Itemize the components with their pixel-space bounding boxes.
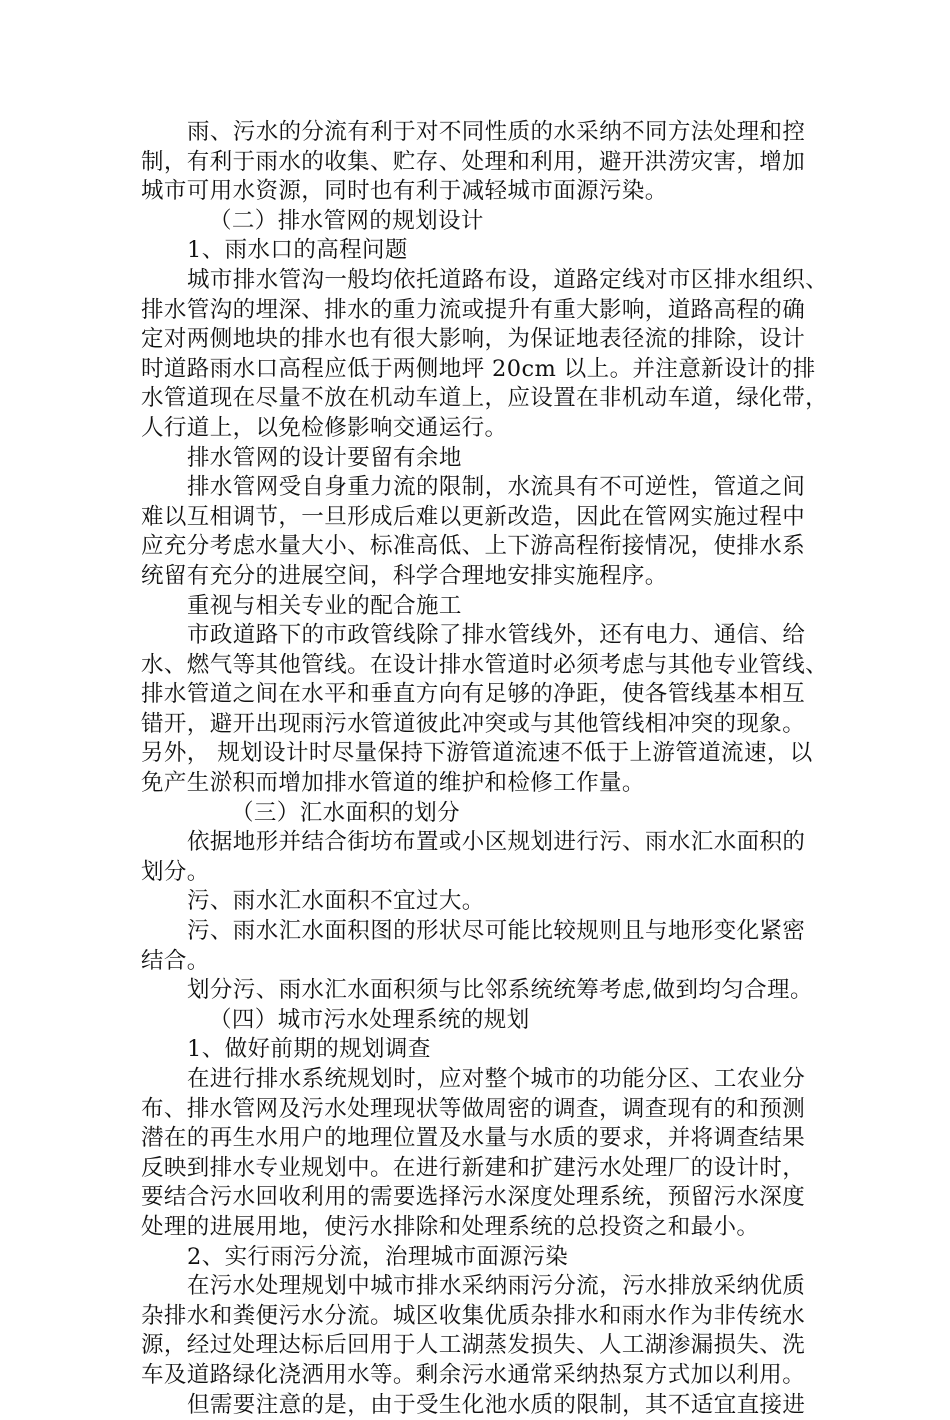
paragraph-line: 应充分考虑水量大小、标准高低、上下游高程衔接情况，使排水系 bbox=[141, 533, 806, 560]
paragraph-line: 另外， 规划设计时尽量保持下游管道流速不低于上游管道流速，以 bbox=[141, 740, 813, 767]
paragraph-line: 依据地形并结合街坊布置或小区规划进行污、雨水汇水面积的 bbox=[187, 829, 806, 856]
paragraph-line: 污、雨水汇水面积不宜过大。 bbox=[187, 888, 485, 915]
paragraph-line: 潜在的再生水用户的地理位置及水量与水质的要求，并将调查结果 bbox=[141, 1125, 806, 1152]
paragraph-line: 免产生淤积而增加排水管道的维护和检修工作量。 bbox=[141, 770, 645, 797]
paragraph-line: 布、排水管网及污水处理现状等做周密的调查，调查现有的和预测 bbox=[141, 1095, 806, 1122]
subsection-heading: 2、实行雨污分流，治理城市面源污染 bbox=[187, 1243, 569, 1270]
paragraph-line: 水、燃气等其他管线。在设计排水管道时必须考虑与其他专业管线、 bbox=[141, 651, 829, 678]
paragraph-line: 定对两侧地块的排水也有很大影响，为保证地表径流的排除，设计 bbox=[141, 326, 806, 353]
paragraph-line: 在污水处理规划中城市排水采纳雨污分流，污水排放采纳优质 bbox=[187, 1273, 806, 1300]
paragraph-line: 难以互相调节，一旦形成后难以更新改造，因此在管网实施过程中 bbox=[141, 503, 806, 530]
paragraph-line: 雨、污水的分流有利于对不同性质的水采纳不同方法处理和控 bbox=[187, 119, 806, 145]
paragraph-line: 水管道现在尽量不放在机动车道上，应设置在非机动车道，绿化带， bbox=[141, 385, 829, 412]
paragraph-line: 错开，避开出现雨污水管道彼此冲突或与其他管线相冲突的现象。 bbox=[141, 710, 806, 737]
paragraph-line: 划分污、雨水汇水面积须与比邻系统统筹考虑,做到均匀合理。 bbox=[187, 977, 813, 1004]
subsection-heading: 排水管网的设计要留有余地 bbox=[187, 444, 462, 471]
subsection-heading: 1、做好前期的规划调查 bbox=[187, 1036, 431, 1063]
paragraph-line: 反映到排水专业规划中。在进行新建和扩建污水处理厂的设计时， bbox=[141, 1154, 806, 1181]
paragraph-line: 市政道路下的市政管线除了排水管线外，还有电力、通信、给 bbox=[187, 622, 806, 649]
paragraph-line: 源，经过处理达标后回用于人工湖蒸发损失、人工湖渗漏损失、洗 bbox=[141, 1332, 806, 1359]
paragraph-line: 统留有充分的进展空间，科学合理地安排实施程序。 bbox=[141, 562, 668, 589]
paragraph-line: 结合。 bbox=[141, 947, 210, 974]
paragraph-line: 人行道上，以免检修影响交通运行。 bbox=[141, 414, 508, 441]
section-heading: （四）城市污水处理系统的规划 bbox=[209, 1006, 530, 1033]
paragraph-line: 制，有利于雨水的收集、贮存、处理和利用，避开洪涝灾害，增加 bbox=[141, 148, 806, 175]
paragraph-line: 杂排水和粪便污水分流。城区收集优质杂排水和雨水作为非传统水 bbox=[141, 1302, 806, 1329]
subsection-heading: 重视与相关专业的配合施工 bbox=[187, 592, 462, 619]
section-heading: （二）排水管网的规划设计 bbox=[209, 207, 484, 234]
subsection-heading: 1、雨水口的高程问题 bbox=[187, 237, 408, 264]
paragraph-line: 车及道路绿化浇洒用水等。剩余污水通常采纳热泵方式加以利用。 bbox=[141, 1361, 806, 1388]
paragraph-line: 处理的进展用地，使污水排除和处理系统的总投资之和最小。 bbox=[141, 1213, 760, 1240]
paragraph-line: 城市排水管沟一般均依托道路布设，道路定线对市区排水组织、 bbox=[187, 266, 829, 293]
paragraph-line: 排水管道之间在水平和垂直方向有足够的净距，使各管线基本相互 bbox=[141, 681, 806, 708]
paragraph-line: 污、雨水汇水面积图的形状尽可能比较规则且与地形变化紧密 bbox=[187, 918, 806, 945]
paragraph-line: 划分。 bbox=[141, 858, 210, 885]
paragraph-line: 城市可用水资源，同时也有利于减轻城市面源污染。 bbox=[141, 178, 668, 205]
paragraph-line: 要结合污水回收利用的需要选择污水深度处理系统，预留污水深度 bbox=[141, 1184, 806, 1211]
paragraph-line: 排水管网受自身重力流的限制，水流具有不可逆性，管道之间 bbox=[187, 474, 806, 501]
paragraph-line: 时道路雨水口高程应低于两侧地坪 20cm 以上。并注意新设计的排 bbox=[141, 355, 816, 382]
paragraph-line: 但需要注意的是，由于受生化池水质的限制，其不适宜直接进 bbox=[187, 1391, 806, 1418]
paragraph-line: 排水管沟的埋深、排水的重力流或提升有重大影响，道路高程的确 bbox=[141, 296, 806, 323]
paragraph-line: 在进行排水系统规划时，应对整个城市的功能分区、工农业分 bbox=[187, 1066, 806, 1092]
section-heading: （三）汇水面积的划分 bbox=[231, 799, 461, 826]
